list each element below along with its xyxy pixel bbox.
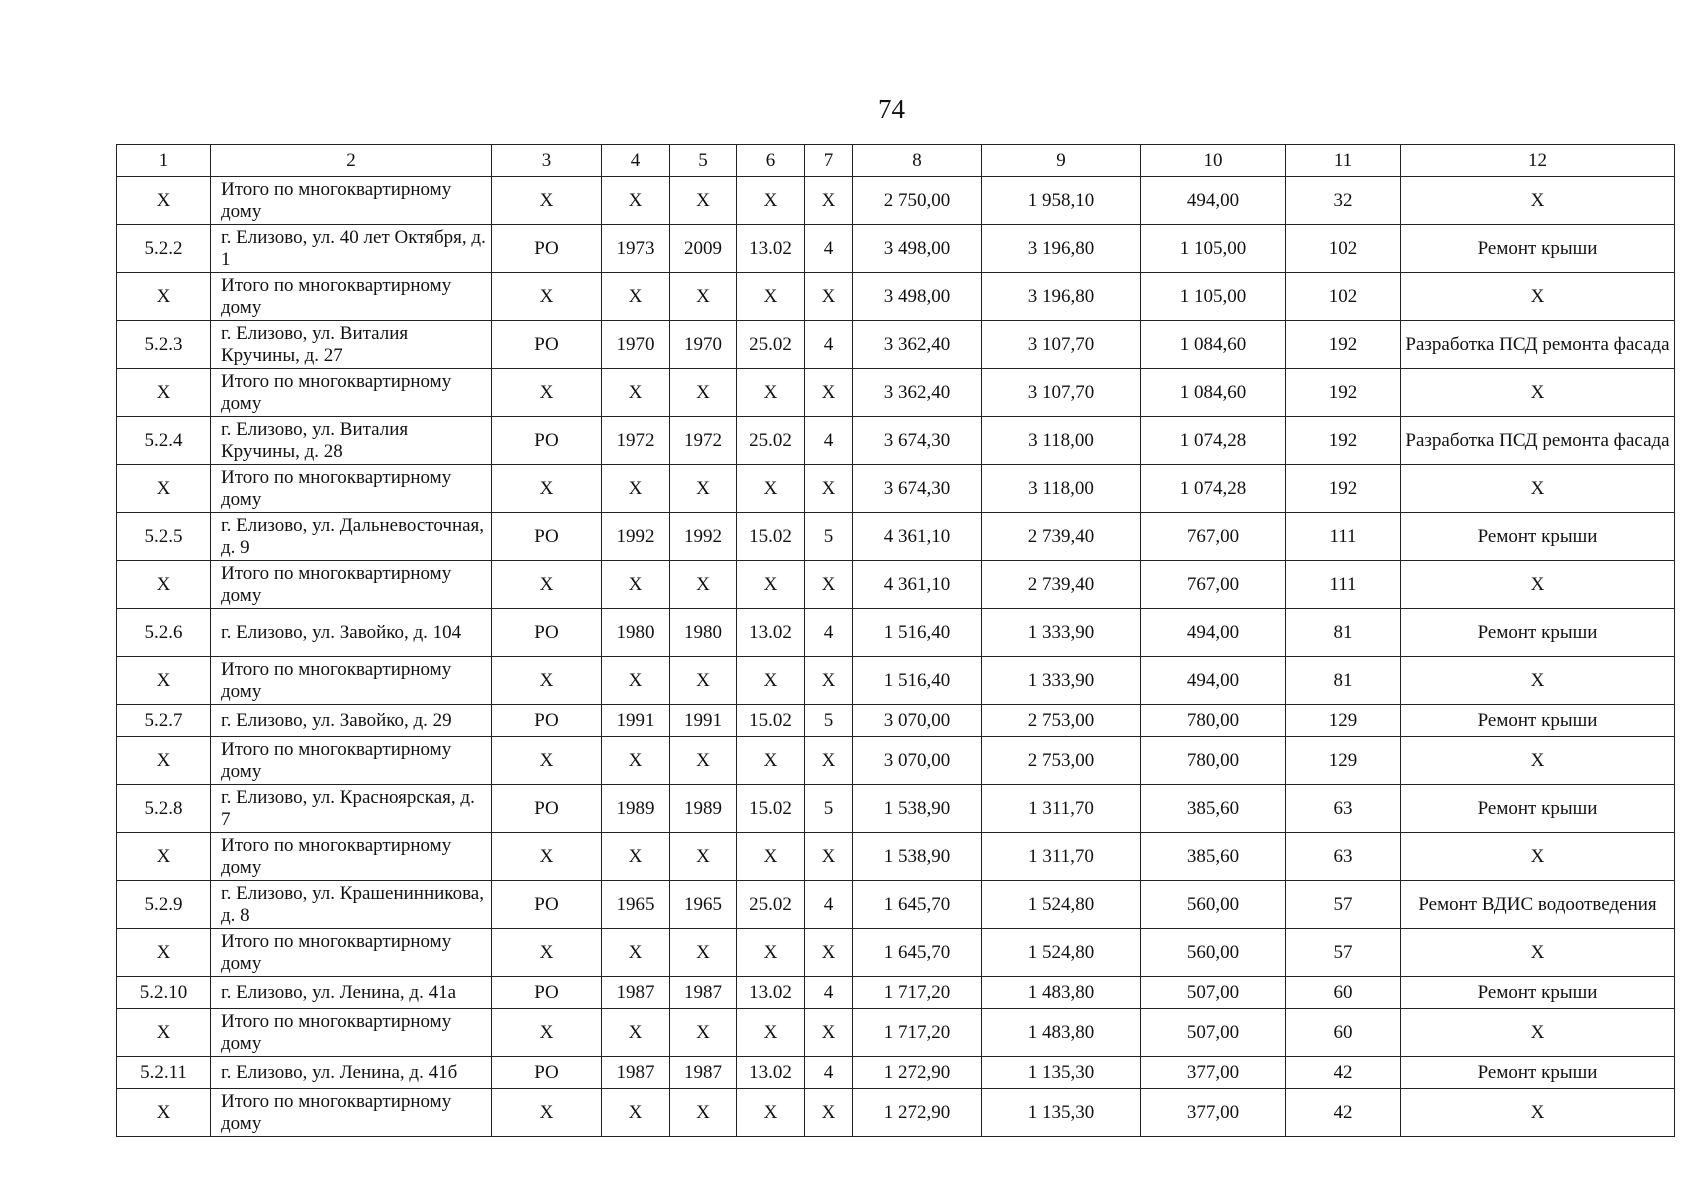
category-cell: РО [492, 225, 602, 273]
address-cell: Итого по многоквартирному дому [211, 369, 492, 417]
count-cell: 102 [1286, 273, 1401, 321]
work-type-cell: Ремонт крыши [1401, 705, 1675, 737]
count-cell: 60 [1286, 977, 1401, 1009]
date-cell: 25.02 [737, 417, 805, 465]
row-number-cell: 5.2.5 [117, 513, 211, 561]
value-cell: 385,60 [1141, 833, 1286, 881]
year-built-cell: 1973 [602, 225, 670, 273]
address-cell: Итого по многоквартирному дому [211, 561, 492, 609]
area-living-cell: 3 107,70 [982, 321, 1141, 369]
category-cell: X [492, 657, 602, 705]
value-cell: 767,00 [1141, 561, 1286, 609]
table-row [117, 369, 1675, 417]
area-living-cell: 2 739,40 [982, 561, 1141, 609]
date-cell: X [737, 833, 805, 881]
work-type-cell: X [1401, 369, 1675, 417]
area-total-cell: 3 498,00 [853, 273, 982, 321]
header-cell: 12 [1401, 145, 1675, 177]
floors-cell: 4 [805, 977, 853, 1009]
year-built-cell: X [602, 929, 670, 977]
count-cell: 81 [1286, 609, 1401, 657]
count-cell: 63 [1286, 785, 1401, 833]
table-row [117, 1009, 1675, 1057]
count-cell: 111 [1286, 513, 1401, 561]
row-number-cell: X [117, 465, 211, 513]
year-commissioned-cell: X [670, 273, 737, 321]
value-cell: 1 084,60 [1141, 369, 1286, 417]
year-commissioned-cell: X [670, 1089, 737, 1137]
value-cell: 1 105,00 [1141, 225, 1286, 273]
table-row [117, 417, 1675, 465]
row-number-cell: X [117, 737, 211, 785]
year-built-cell: X [602, 561, 670, 609]
area-living-cell: 2 739,40 [982, 513, 1141, 561]
value-cell: 560,00 [1141, 929, 1286, 977]
year-built-cell: X [602, 1089, 670, 1137]
date-cell: 13.02 [737, 225, 805, 273]
work-type-cell: Ремонт крыши [1401, 785, 1675, 833]
row-number-cell: 5.2.2 [117, 225, 211, 273]
row-number-cell: X [117, 177, 211, 225]
row-number-cell: 5.2.10 [117, 977, 211, 1009]
count-cell: 192 [1286, 417, 1401, 465]
header-cell: 6 [737, 145, 805, 177]
work-type-cell: X [1401, 657, 1675, 705]
date-cell: X [737, 737, 805, 785]
row-number-cell: X [117, 929, 211, 977]
area-total-cell: 4 361,10 [853, 561, 982, 609]
floors-cell: 4 [805, 321, 853, 369]
date-cell: X [737, 1009, 805, 1057]
year-commissioned-cell: X [670, 369, 737, 417]
year-commissioned-cell: 1991 [670, 705, 737, 737]
area-living-cell: 3 196,80 [982, 273, 1141, 321]
year-commissioned-cell: 1965 [670, 881, 737, 929]
area-living-cell: 2 753,00 [982, 737, 1141, 785]
area-living-cell: 1 524,80 [982, 929, 1141, 977]
header-cell: 2 [211, 145, 492, 177]
date-cell: X [737, 465, 805, 513]
floors-cell: X [805, 657, 853, 705]
repair-program-table [116, 144, 1675, 1137]
row-number-cell: X [117, 369, 211, 417]
area-total-cell: 1 272,90 [853, 1089, 982, 1137]
date-cell: X [737, 1089, 805, 1137]
date-cell: 13.02 [737, 609, 805, 657]
category-cell: X [492, 273, 602, 321]
floors-cell: 4 [805, 225, 853, 273]
year-built-cell: X [602, 1009, 670, 1057]
work-type-cell: Разработка ПСД ремонта фасада [1401, 321, 1675, 369]
category-cell: X [492, 1009, 602, 1057]
header-cell: 3 [492, 145, 602, 177]
category-cell: РО [492, 881, 602, 929]
work-type-cell: X [1401, 833, 1675, 881]
row-number-cell: X [117, 561, 211, 609]
address-cell: г. Елизово, ул. Завойко, д. 29 [211, 705, 492, 737]
address-cell: Итого по многоквартирному дому [211, 1089, 492, 1137]
value-cell: 494,00 [1141, 177, 1286, 225]
category-cell: X [492, 369, 602, 417]
year-built-cell: 1965 [602, 881, 670, 929]
work-type-cell: X [1401, 929, 1675, 977]
date-cell: X [737, 273, 805, 321]
work-type-cell: X [1401, 177, 1675, 225]
floors-cell: 5 [805, 785, 853, 833]
year-commissioned-cell: X [670, 737, 737, 785]
year-commissioned-cell: X [670, 177, 737, 225]
floors-cell: 4 [805, 1057, 853, 1089]
value-cell: 1 074,28 [1141, 465, 1286, 513]
date-cell: 25.02 [737, 881, 805, 929]
address-cell: г. Елизово, ул. Виталия Кручины, д. 27 [211, 321, 492, 369]
category-cell: РО [492, 609, 602, 657]
table-row [117, 737, 1675, 785]
table-row [117, 561, 1675, 609]
year-commissioned-cell: X [670, 465, 737, 513]
row-number-cell: 5.2.4 [117, 417, 211, 465]
header-cell: 8 [853, 145, 982, 177]
category-cell: РО [492, 321, 602, 369]
year-built-cell: X [602, 273, 670, 321]
year-commissioned-cell: 1992 [670, 513, 737, 561]
address-cell: Итого по многоквартирному дому [211, 737, 492, 785]
area-total-cell: 2 750,00 [853, 177, 982, 225]
table-row [117, 881, 1675, 929]
area-total-cell: 3 674,30 [853, 465, 982, 513]
date-cell: 15.02 [737, 513, 805, 561]
row-number-cell: X [117, 833, 211, 881]
value-cell: 560,00 [1141, 881, 1286, 929]
date-cell: 13.02 [737, 977, 805, 1009]
row-number-cell: X [117, 1089, 211, 1137]
year-built-cell: 1992 [602, 513, 670, 561]
area-total-cell: 1 717,20 [853, 1009, 982, 1057]
area-total-cell: 1 645,70 [853, 881, 982, 929]
value-cell: 780,00 [1141, 737, 1286, 785]
work-type-cell: Ремонт крыши [1401, 1057, 1675, 1089]
value-cell: 767,00 [1141, 513, 1286, 561]
year-commissioned-cell: 1989 [670, 785, 737, 833]
area-total-cell: 4 361,10 [853, 513, 982, 561]
year-built-cell: X [602, 657, 670, 705]
area-living-cell: 1 483,80 [982, 977, 1141, 1009]
area-total-cell: 1 717,20 [853, 977, 982, 1009]
table-row [117, 833, 1675, 881]
work-type-cell: Ремонт крыши [1401, 609, 1675, 657]
year-commissioned-cell: X [670, 833, 737, 881]
category-cell: X [492, 177, 602, 225]
table-row [117, 609, 1675, 657]
year-built-cell: 1970 [602, 321, 670, 369]
header-cell: 1 [117, 145, 211, 177]
header-row [117, 145, 1675, 177]
address-cell: г. Елизово, ул. Завойко, д. 104 [211, 609, 492, 657]
area-total-cell: 1 538,90 [853, 785, 982, 833]
area-living-cell: 2 753,00 [982, 705, 1141, 737]
area-living-cell: 1 333,90 [982, 657, 1141, 705]
work-type-cell: Разработка ПСД ремонта фасада [1401, 417, 1675, 465]
address-cell: г. Елизово, ул. Дальневосточная, д. 9 [211, 513, 492, 561]
area-total-cell: 3 070,00 [853, 705, 982, 737]
area-living-cell: 1 135,30 [982, 1057, 1141, 1089]
count-cell: 57 [1286, 881, 1401, 929]
work-type-cell: Ремонт крыши [1401, 977, 1675, 1009]
address-cell: Итого по многоквартирному дому [211, 273, 492, 321]
floors-cell: X [805, 737, 853, 785]
table-row [117, 1089, 1675, 1137]
year-commissioned-cell: 1970 [670, 321, 737, 369]
year-commissioned-cell: 1987 [670, 977, 737, 1009]
date-cell: X [737, 369, 805, 417]
count-cell: 192 [1286, 369, 1401, 417]
address-cell: г. Елизово, ул. Ленина, д. 41а [211, 977, 492, 1009]
count-cell: 192 [1286, 465, 1401, 513]
area-living-cell: 1 311,70 [982, 785, 1141, 833]
category-cell: РО [492, 417, 602, 465]
row-number-cell: 5.2.3 [117, 321, 211, 369]
area-total-cell: 3 070,00 [853, 737, 982, 785]
year-commissioned-cell: X [670, 1009, 737, 1057]
value-cell: 494,00 [1141, 609, 1286, 657]
floors-cell: X [805, 833, 853, 881]
floors-cell: X [805, 561, 853, 609]
value-cell: 494,00 [1141, 657, 1286, 705]
page-number: 74 [878, 94, 905, 124]
address-cell: Итого по многоквартирному дому [211, 177, 492, 225]
category-cell: X [492, 737, 602, 785]
work-type-cell: X [1401, 561, 1675, 609]
count-cell: 111 [1286, 561, 1401, 609]
header-cell: 5 [670, 145, 737, 177]
year-commissioned-cell: 1987 [670, 1057, 737, 1089]
category-cell: X [492, 833, 602, 881]
row-number-cell: X [117, 657, 211, 705]
floors-cell: 5 [805, 705, 853, 737]
year-built-cell: 1987 [602, 977, 670, 1009]
table-row [117, 705, 1675, 737]
address-cell: г. Елизово, ул. Виталия Кручины, д. 28 [211, 417, 492, 465]
category-cell: X [492, 929, 602, 977]
value-cell: 1 074,28 [1141, 417, 1286, 465]
year-commissioned-cell: X [670, 657, 737, 705]
address-cell: Итого по многоквартирному дому [211, 1009, 492, 1057]
row-number-cell: 5.2.8 [117, 785, 211, 833]
address-cell: г. Елизово, ул. Крашенинникова, д. 8 [211, 881, 492, 929]
area-total-cell: 3 362,40 [853, 321, 982, 369]
area-living-cell: 1 333,90 [982, 609, 1141, 657]
floors-cell: X [805, 177, 853, 225]
count-cell: 60 [1286, 1009, 1401, 1057]
value-cell: 377,00 [1141, 1089, 1286, 1137]
table-row [117, 177, 1675, 225]
year-built-cell: 1991 [602, 705, 670, 737]
table-row [117, 225, 1675, 273]
count-cell: 192 [1286, 321, 1401, 369]
row-number-cell: X [117, 1009, 211, 1057]
area-total-cell: 1 516,40 [853, 609, 982, 657]
table-body [117, 145, 1675, 1137]
address-cell: г. Елизово, ул. Ленина, д. 41б [211, 1057, 492, 1089]
category-cell: РО [492, 785, 602, 833]
floors-cell: X [805, 1089, 853, 1137]
year-built-cell: 1989 [602, 785, 670, 833]
area-living-cell: 1 958,10 [982, 177, 1141, 225]
count-cell: 32 [1286, 177, 1401, 225]
work-type-cell: X [1401, 465, 1675, 513]
count-cell: 42 [1286, 1057, 1401, 1089]
address-cell: Итого по многоквартирному дому [211, 657, 492, 705]
area-total-cell: 3 362,40 [853, 369, 982, 417]
table-row [117, 977, 1675, 1009]
date-cell: 25.02 [737, 321, 805, 369]
floors-cell: 4 [805, 881, 853, 929]
table-row [117, 785, 1675, 833]
work-type-cell: Ремонт крыши [1401, 513, 1675, 561]
table-row [117, 273, 1675, 321]
year-built-cell: 1972 [602, 417, 670, 465]
header-cell: 9 [982, 145, 1141, 177]
table-row [117, 1057, 1675, 1089]
work-type-cell: X [1401, 1089, 1675, 1137]
date-cell: 13.02 [737, 1057, 805, 1089]
date-cell: X [737, 177, 805, 225]
year-built-cell: X [602, 369, 670, 417]
year-commissioned-cell: X [670, 929, 737, 977]
date-cell: X [737, 561, 805, 609]
year-built-cell: 1987 [602, 1057, 670, 1089]
value-cell: 780,00 [1141, 705, 1286, 737]
area-living-cell: 1 524,80 [982, 881, 1141, 929]
year-commissioned-cell: 2009 [670, 225, 737, 273]
category-cell: РО [492, 705, 602, 737]
value-cell: 507,00 [1141, 977, 1286, 1009]
address-cell: Итого по многоквартирному дому [211, 465, 492, 513]
area-living-cell: 1 311,70 [982, 833, 1141, 881]
year-built-cell: X [602, 833, 670, 881]
area-living-cell: 1 483,80 [982, 1009, 1141, 1057]
row-number-cell: X [117, 273, 211, 321]
floors-cell: X [805, 465, 853, 513]
table-row [117, 321, 1675, 369]
floors-cell: 4 [805, 417, 853, 465]
date-cell: X [737, 657, 805, 705]
work-type-cell: X [1401, 737, 1675, 785]
floors-cell: X [805, 273, 853, 321]
floors-cell: 4 [805, 609, 853, 657]
area-living-cell: 1 135,30 [982, 1089, 1141, 1137]
address-cell: Итого по многоквартирному дому [211, 929, 492, 977]
category-cell: РО [492, 1057, 602, 1089]
category-cell: РО [492, 513, 602, 561]
table-row [117, 657, 1675, 705]
row-number-cell: 5.2.11 [117, 1057, 211, 1089]
header-cell: 10 [1141, 145, 1286, 177]
table-row [117, 513, 1675, 561]
date-cell: X [737, 929, 805, 977]
floors-cell: X [805, 929, 853, 977]
value-cell: 507,00 [1141, 1009, 1286, 1057]
work-type-cell: X [1401, 273, 1675, 321]
area-total-cell: 1 538,90 [853, 833, 982, 881]
area-total-cell: 1 645,70 [853, 929, 982, 977]
area-total-cell: 1 272,90 [853, 1057, 982, 1089]
count-cell: 42 [1286, 1089, 1401, 1137]
category-cell: РО [492, 977, 602, 1009]
row-number-cell: 5.2.6 [117, 609, 211, 657]
row-number-cell: 5.2.7 [117, 705, 211, 737]
area-total-cell: 3 498,00 [853, 225, 982, 273]
date-cell: 15.02 [737, 785, 805, 833]
year-commissioned-cell: X [670, 561, 737, 609]
table-row [117, 929, 1675, 977]
floors-cell: X [805, 1009, 853, 1057]
address-cell: Итого по многоквартирному дому [211, 833, 492, 881]
row-number-cell: 5.2.9 [117, 881, 211, 929]
area-living-cell: 3 118,00 [982, 417, 1141, 465]
year-built-cell: X [602, 177, 670, 225]
category-cell: X [492, 561, 602, 609]
year-commissioned-cell: 1980 [670, 609, 737, 657]
count-cell: 129 [1286, 705, 1401, 737]
category-cell: X [492, 465, 602, 513]
area-total-cell: 3 674,30 [853, 417, 982, 465]
count-cell: 129 [1286, 737, 1401, 785]
count-cell: 81 [1286, 657, 1401, 705]
header-cell: 7 [805, 145, 853, 177]
category-cell: X [492, 1089, 602, 1137]
count-cell: 57 [1286, 929, 1401, 977]
year-built-cell: X [602, 465, 670, 513]
header-cell: 11 [1286, 145, 1401, 177]
work-type-cell: X [1401, 1009, 1675, 1057]
value-cell: 1 105,00 [1141, 273, 1286, 321]
area-living-cell: 3 118,00 [982, 465, 1141, 513]
date-cell: 15.02 [737, 705, 805, 737]
count-cell: 102 [1286, 225, 1401, 273]
area-living-cell: 3 107,70 [982, 369, 1141, 417]
year-commissioned-cell: 1972 [670, 417, 737, 465]
address-cell: г. Елизово, ул. Красноярская, д. 7 [211, 785, 492, 833]
table-row [117, 465, 1675, 513]
address-cell: г. Елизово, ул. 40 лет Октября, д. 1 [211, 225, 492, 273]
year-built-cell: 1980 [602, 609, 670, 657]
work-type-cell: Ремонт ВДИС водоотведения [1401, 881, 1675, 929]
value-cell: 1 084,60 [1141, 321, 1286, 369]
area-total-cell: 1 516,40 [853, 657, 982, 705]
header-cell: 4 [602, 145, 670, 177]
year-built-cell: X [602, 737, 670, 785]
floors-cell: 5 [805, 513, 853, 561]
area-living-cell: 3 196,80 [982, 225, 1141, 273]
count-cell: 63 [1286, 833, 1401, 881]
value-cell: 385,60 [1141, 785, 1286, 833]
work-type-cell: Ремонт крыши [1401, 225, 1675, 273]
value-cell: 377,00 [1141, 1057, 1286, 1089]
floors-cell: X [805, 369, 853, 417]
